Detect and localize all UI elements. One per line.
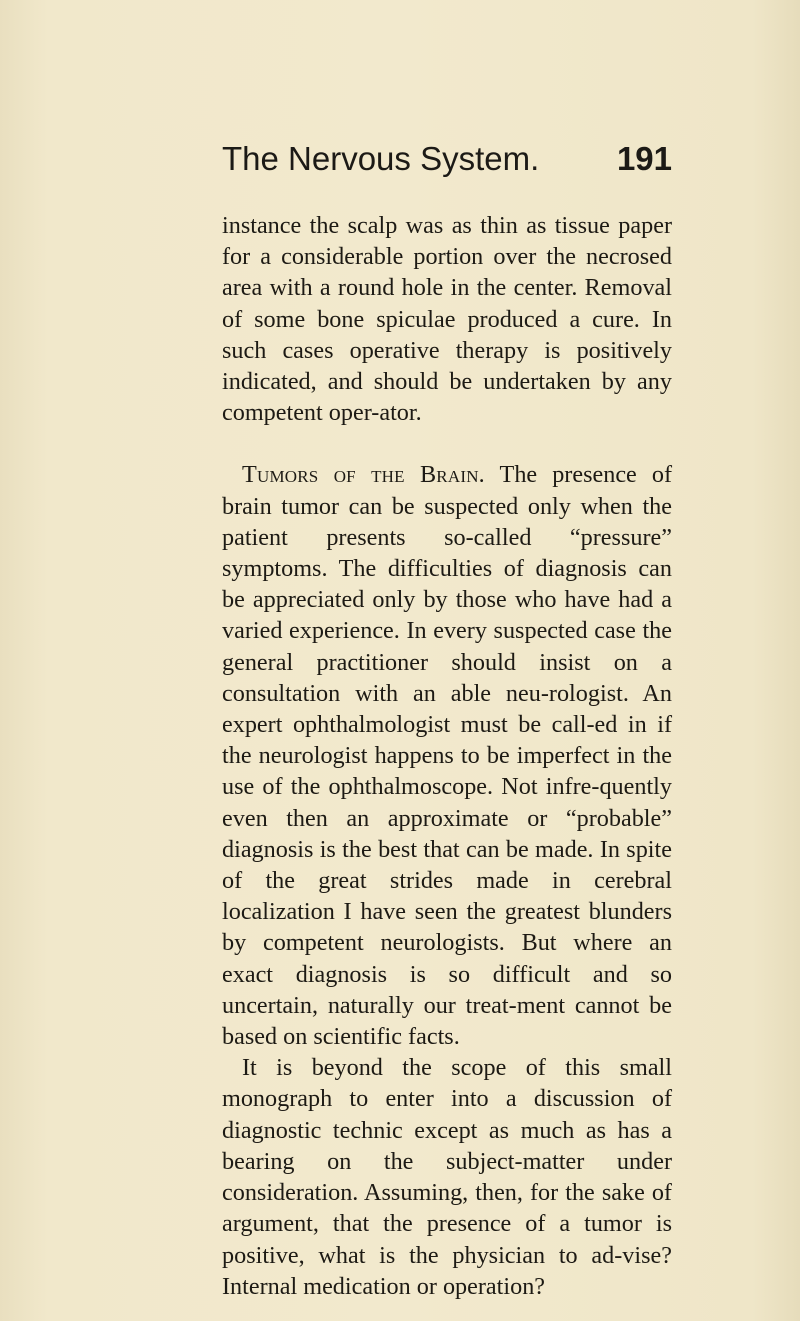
paragraph-2 xyxy=(222,459,672,1052)
paragraph-2-body: The presence of brain tumor can be suspected only when the patient presents so-called “pressure” symptoms. The difficulties of diagnosis can be appreciated only by those who have had a varied experience. In every suspected case the general practitioner should insist on a consultation with an able neu-rologist. An expert ophthalmologist must be call-ed in if the neurologist happens to be imperfect in the use of the ophthalmoscope. Not infre-quently even then an approximate or “probable” diagnosis is the best that can be made. In spite of the great strides made in cerebral localization I have seen the greatest blunders by competent neurologists. But where an exact diagnosis is so difficult and so uncertain, naturally our treat-ment cannot be based on scientific facts. xyxy=(222,461,672,1051)
body-text xyxy=(222,210,672,1302)
page-header xyxy=(222,140,672,184)
running-head: The Nervous System. xyxy=(222,140,540,177)
paragraph-1: instance the scalp was as thin as tissue paper for a considerable portion over the necrosed area with a round hole in the center. Removal of some bone spiculae produced a cure. In such cases operative therapy is positively indicated, and should be undertaken by any competent oper-ator. xyxy=(222,212,672,427)
paragraph-3: It is beyond the scope of this small monograph to enter into a discussion of diagnostic technic except as much as has a bearing on the subject-matter under consideration. Assuming, then, for the sake of argument, that the presence of a tumor is positive, what is the physician to ad-vise? Internal medication or operation? xyxy=(222,1054,672,1300)
page-number: 191 xyxy=(616,140,672,177)
section-heading: Tumors of the Brain. xyxy=(242,461,485,489)
